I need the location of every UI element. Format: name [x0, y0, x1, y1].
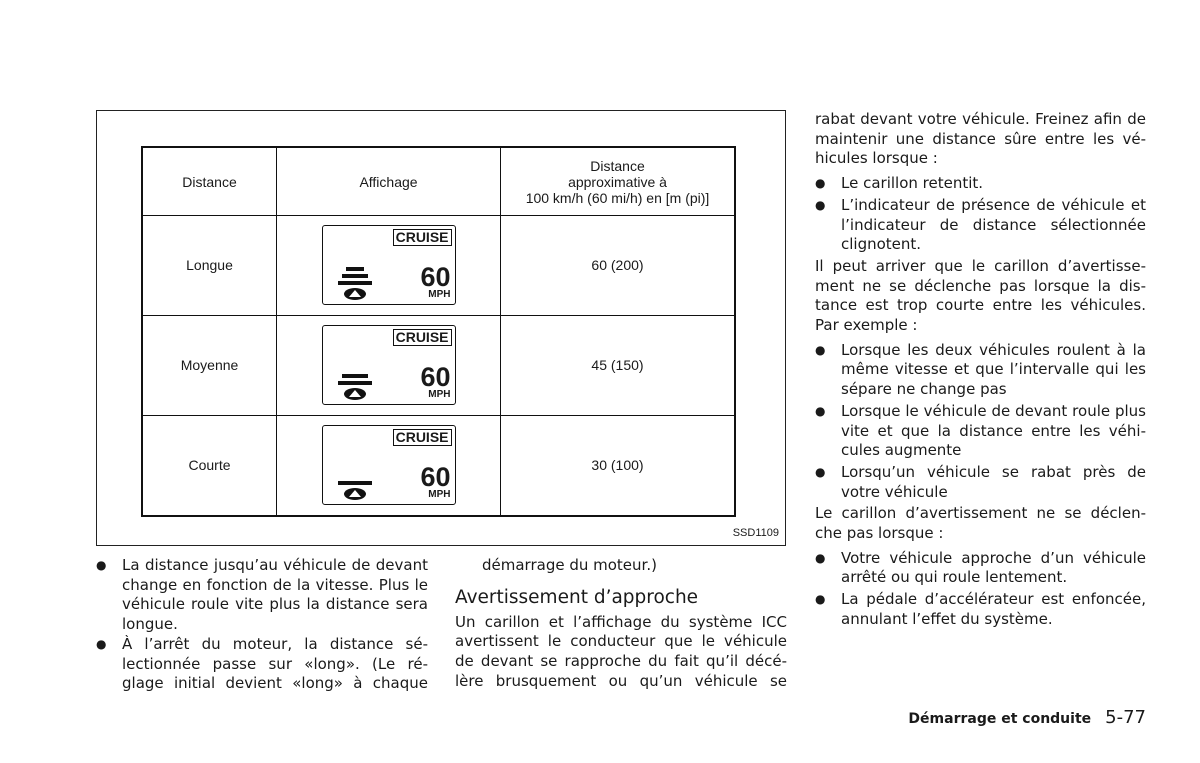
text-column-1 [96, 556, 428, 694]
text-line: La distance jusqu’au véhicule de devant [122, 556, 428, 574]
header-line: approximative à [568, 173, 667, 190]
distance-gap-icon [337, 366, 373, 402]
bullet-dot: ● [815, 550, 826, 565]
bullet-dot: ● [815, 176, 826, 191]
speed-unit: MPH [428, 389, 451, 401]
distance-gap-icon [337, 266, 373, 302]
text-line: l’indicateur de distance sélectionnée [841, 215, 1146, 234]
text-line: À l’arrêt du moteur, la distance sé- [122, 634, 428, 653]
text-line: cules augmente [841, 441, 962, 460]
text-line: rabat devant votre véhicule. Freinez afin de [815, 110, 1146, 128]
row-distance-label: Courte [142, 415, 277, 516]
row-distance-value: 45 (150) [501, 315, 736, 415]
text-line: lère brusquement ou qu’un véhicule se [455, 671, 787, 690]
text-line: ment ne se déclenche pas lorsque la dis- [815, 276, 1146, 295]
bullet-dot: ● [815, 197, 826, 212]
text-line: La pédale d’accélérateur est enfoncée, [841, 590, 1146, 609]
text-line: vite et que la distance entre les véhi- [841, 421, 1146, 440]
table-row [142, 216, 735, 316]
bullet-dot: ● [96, 636, 107, 651]
distance-figure [96, 110, 786, 546]
distance-table [141, 146, 736, 517]
table-row [142, 315, 735, 415]
text-line: longue. [122, 615, 178, 634]
text-line: Lorsqu’un véhicule se rabat près de [841, 462, 1146, 481]
text-line: Par exemple : [815, 316, 918, 335]
bullet-item [815, 549, 1146, 588]
text-line: maintenir une distance sûre entre les vé- [815, 129, 1146, 148]
bullet-item [815, 402, 1146, 461]
section-name: Démarrage et conduite [908, 711, 1092, 727]
cruise-indicator: CRUISE [393, 329, 452, 346]
bullet-item [815, 463, 1146, 502]
text-column-2 [455, 556, 787, 692]
cruise-indicator: CRUISE [393, 229, 452, 246]
text-line: même vitesse et que l’intervalle qui les [841, 360, 1146, 379]
text-line: hicules lorsque : [815, 149, 938, 168]
text-line: votre véhicule [841, 482, 948, 501]
speed-unit: MPH [428, 489, 451, 501]
text-line: Le carillon retentit. [841, 174, 984, 193]
text-line: tance est trop courte entre les véhicules. [815, 296, 1146, 315]
row-distance-label: Longue [142, 216, 277, 316]
text-line: Lorsque les deux véhicules roulent à la [841, 340, 1146, 359]
text-line: change en fonction de la vitesse. Plus le [122, 575, 428, 594]
row-distance-value: 30 (100) [501, 415, 736, 516]
bullet-item [815, 341, 1146, 400]
section-heading: Avertissement d’approche [455, 586, 699, 608]
lcd-display [322, 225, 456, 305]
distance-gap-icon [337, 466, 373, 502]
text-line: Votre véhicule approche d’un véhicule [841, 548, 1146, 567]
bullet-dot: ● [815, 342, 826, 357]
header-approx-distance [501, 147, 736, 216]
speed-unit: MPH [428, 289, 451, 301]
text-line: annulant l’effet du système. [841, 609, 1053, 628]
bullet-dot: ● [96, 558, 107, 572]
text-line: L’indicateur de présence de véhicule et [841, 195, 1146, 214]
cruise-indicator: CRUISE [393, 429, 452, 446]
speed-readout: 60 [420, 262, 451, 293]
table-header-row [142, 147, 735, 216]
header-distance: Distance [142, 147, 277, 216]
text-line: glage initial devient «long» à chaque [122, 674, 428, 693]
lcd-display [322, 325, 456, 405]
page-footer [908, 707, 1146, 728]
text-line: Un carillon et l’affichage du système ICC [455, 612, 787, 631]
text-line: de devant se rapproche du fait qu’il décé- [455, 652, 787, 671]
speed-readout: 60 [420, 362, 451, 393]
header-line: Distance [590, 157, 645, 174]
text-line: che pas lorsque : [815, 524, 944, 543]
text-line: Le carillon d’avertissement ne se déclen- [815, 504, 1146, 523]
header-display: Affichage [277, 147, 501, 216]
bullet-item [96, 635, 428, 694]
text-line: arrêté ou qui roule lentement. [841, 568, 1068, 587]
header-line: 100 km/h (60 mi/h) en [m (pi)] [525, 189, 710, 206]
bullet-dot: ● [815, 592, 826, 607]
lcd-display [322, 425, 456, 505]
table-row [142, 415, 735, 516]
text-line: sépare ne change pas [841, 380, 1007, 399]
bullet-item [815, 174, 1146, 194]
text-line: Il peut arriver que le carillon d’avertisse- [815, 256, 1146, 275]
text-line: avertissent le conducteur que le véhicule [455, 632, 787, 651]
bullet-item [815, 196, 1146, 255]
bullet-item [815, 590, 1146, 629]
bullet-dot: ● [815, 403, 826, 418]
row-distance-label: Moyenne [142, 315, 277, 415]
figure-caption: SSD1109 [732, 527, 779, 539]
text-column-3 [815, 110, 1146, 630]
text-line: clignotent. [841, 235, 922, 254]
bullet-dot: ● [815, 464, 826, 479]
text-line: Lorsque le véhicule de devant roule plus [841, 401, 1146, 420]
text-line: démarrage du moteur.) [482, 556, 657, 574]
row-distance-value: 60 (200) [501, 216, 736, 316]
text-line: véhicule roule vite plus la distance sera [122, 595, 428, 614]
text-line: lectionnée passe sur «long». (Le ré- [122, 654, 428, 673]
speed-readout: 60 [420, 462, 451, 493]
page-number: 5-77 [1105, 707, 1146, 728]
bullet-item [96, 556, 428, 635]
